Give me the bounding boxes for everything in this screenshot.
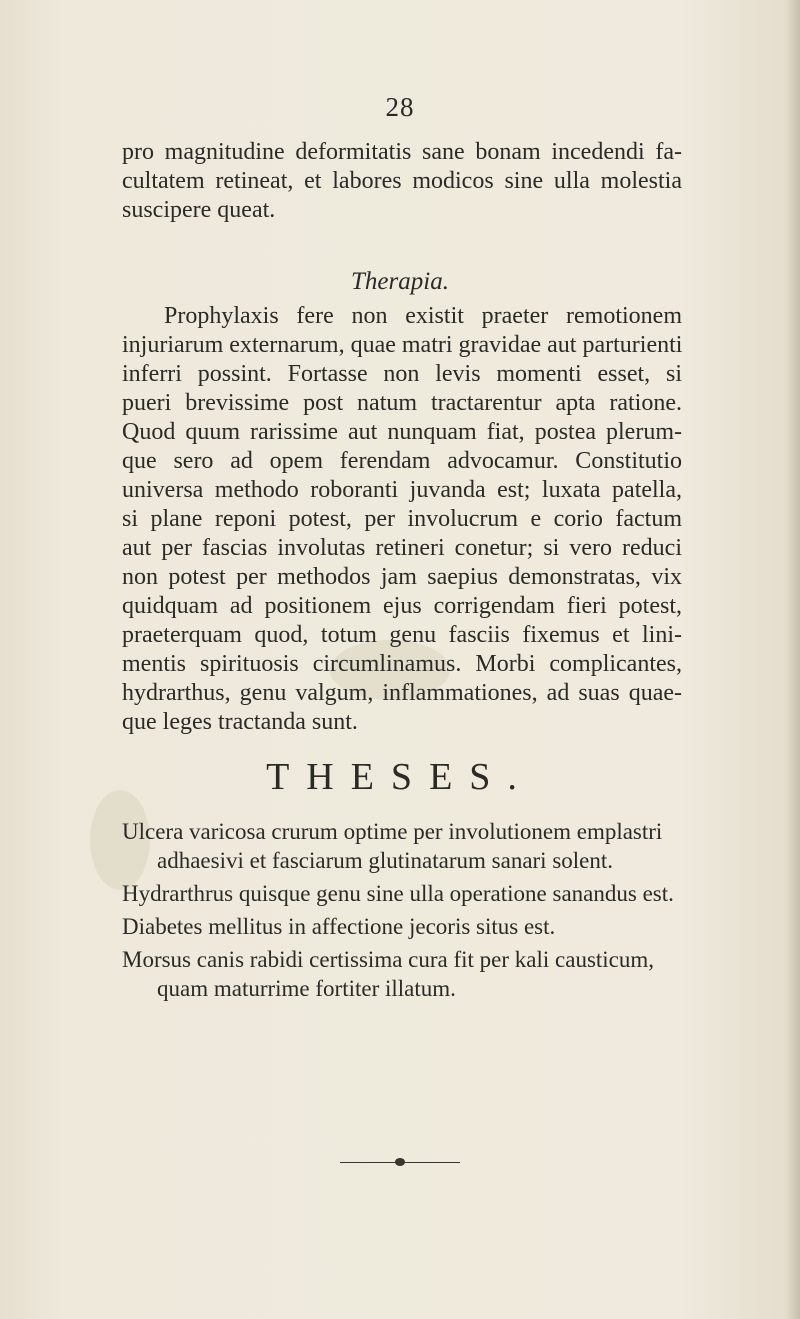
text-line: inferri possint. Fortasse non levis momenti esset, si xyxy=(122,361,682,387)
intro-paragraph xyxy=(122,138,682,225)
text-line: hydrarthus, genu valgum, inflammationes, ad suas quae- xyxy=(122,680,682,706)
text-line: Prophylaxis fere non existit praeter remotionem xyxy=(164,303,682,329)
text-line: mentis spirituosis circumlinamus. Morbi complicantes, xyxy=(122,651,682,677)
thesis-item: Diabetes mellitus in affectione jecoris situs est. xyxy=(122,914,556,939)
text-line: que leges tractanda sunt. xyxy=(122,709,358,735)
text-line: si plane reponi potest, per involucrum e corio factum xyxy=(122,506,682,532)
text-line: pro magnitudine deformitatis sane bonam incedendi fa- xyxy=(122,139,682,165)
text-line: injuriarum externarum, quae matri gravidae aut parturienti xyxy=(122,332,683,358)
therapia-paragraph xyxy=(122,302,682,737)
text-line: quidquam ad positionem ejus corrigendam fieri potest, xyxy=(122,593,682,619)
thesis-item: Hydrarthrus quisque genu sine ulla operatione sanandus est. xyxy=(122,881,674,906)
text-line: pueri brevissime post natum tractarentur apta ratione. xyxy=(122,390,682,416)
text-line: que sero ad opem ferendam advocamur. Constitutio xyxy=(122,448,682,474)
text-line: universa methodo roboranti juvanda est; luxata patella, xyxy=(122,477,682,503)
end-ornament-rule xyxy=(340,1161,460,1165)
text-line: praeterquam quod, totum genu fasciis fixemus et lini- xyxy=(122,622,682,648)
thesis-item: Morsus canis rabidi certissima cura fit per kali causticum, quam maturrime fortiter illatum. xyxy=(122,947,655,1001)
text-line: suscipere queat. xyxy=(122,197,276,223)
text-line: cultatem retineat, et labores modicos sine ulla molestia xyxy=(122,168,682,194)
page-edge-shadow xyxy=(786,0,800,1319)
page-number: 28 xyxy=(385,92,415,122)
section-heading: Therapia. xyxy=(351,268,449,295)
text-line: non potest per methodos jam saepius demonstratas, vix xyxy=(122,564,682,590)
text-line: Quod quum rarissime aut nunquam fiat, postea plerum- xyxy=(122,419,682,445)
ornament-diamond-icon xyxy=(395,1158,405,1166)
theses-title: THESES. xyxy=(266,756,534,798)
theses-list xyxy=(122,817,702,1007)
text-line: aut per fascias involutas retineri conetur; si vero reduci xyxy=(122,535,682,561)
thesis-item: Ulcera varicosa crurum optime per involutionem emplastri adhaesivi et fasciarum glutinatarum sanari solent. xyxy=(122,819,663,873)
